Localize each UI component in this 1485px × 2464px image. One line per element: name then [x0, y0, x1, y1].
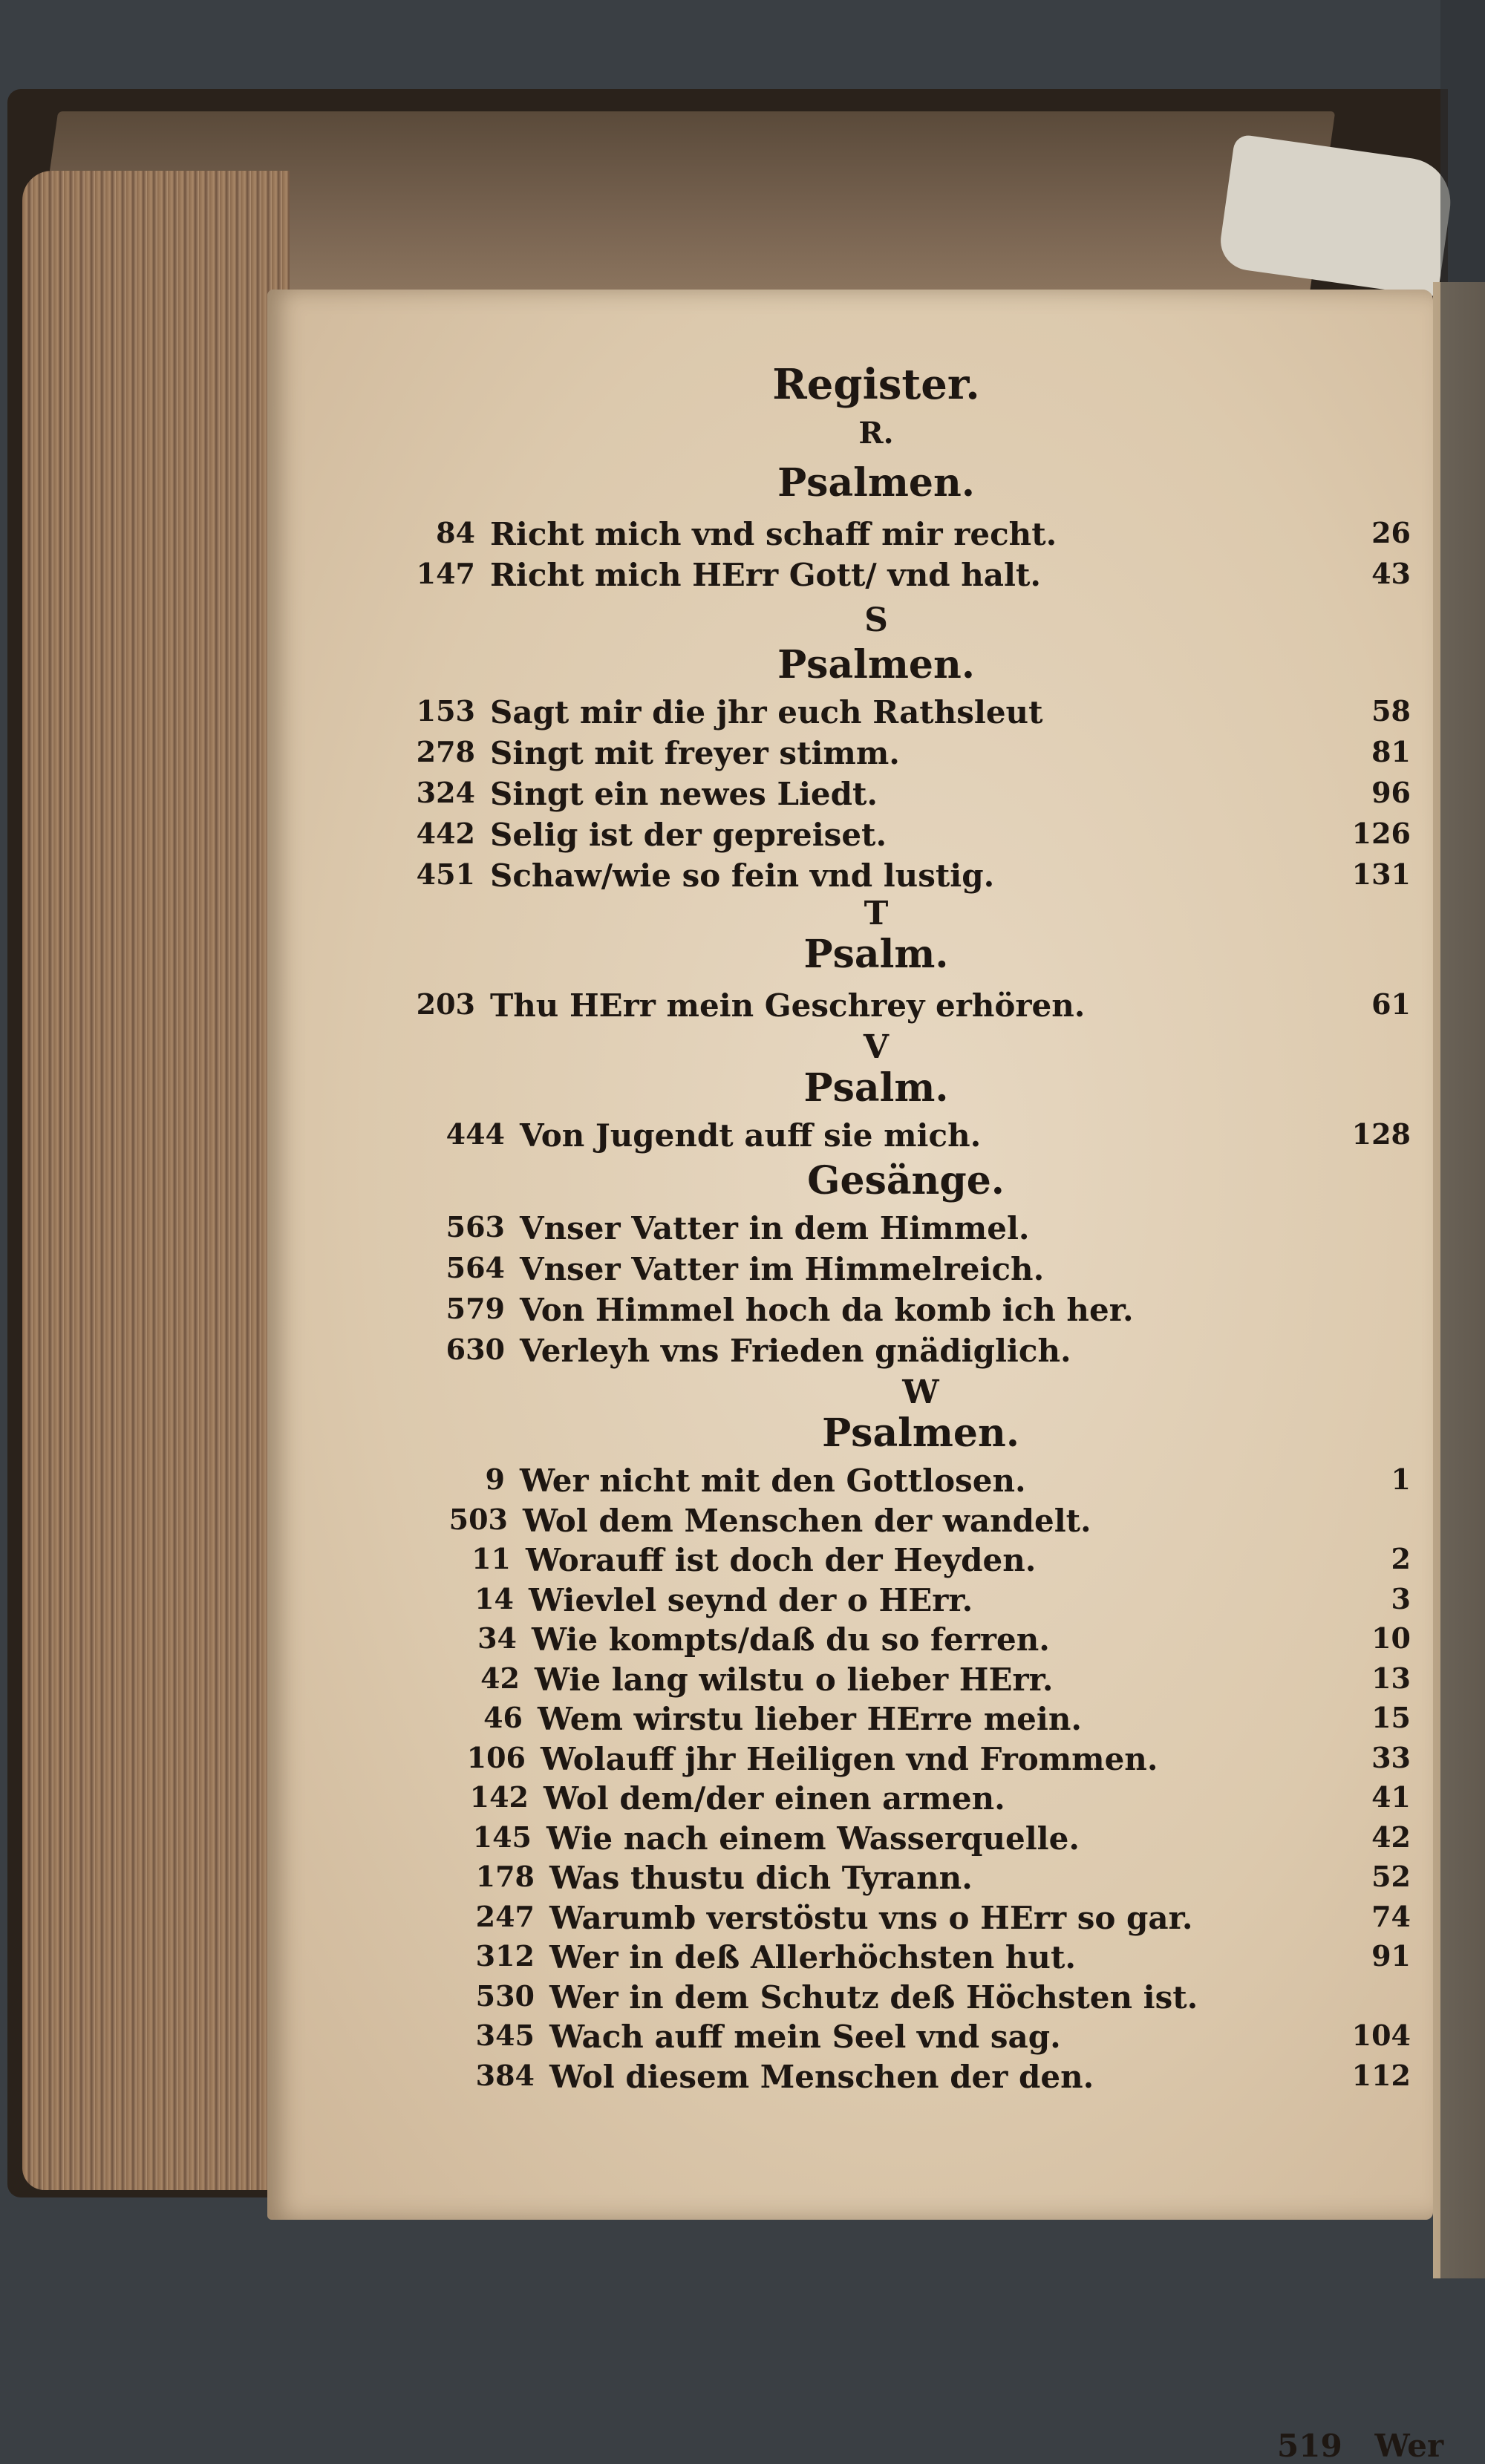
entry-title: Worauff ist doch der Heyden.: [526, 1542, 1037, 1578]
entry-title: Singt ein newes Liedt.: [490, 776, 878, 812]
psalm-number: 324: [416, 776, 475, 809]
list-item: [386, 516, 1440, 555]
psalm-number: 11: [471, 1542, 511, 1575]
psalm-number: 142: [469, 1780, 529, 1814]
entry-title: Wol dem Menschen der wandelt.: [523, 1502, 1091, 1539]
catchword-page: 519: [1277, 2428, 1342, 2464]
page-number: 26: [1371, 516, 1411, 549]
list-item: [386, 1503, 1440, 1541]
page-number: 61: [1371, 987, 1411, 1021]
list-item: [386, 1741, 1440, 1780]
page-number: 3: [1391, 1581, 1411, 1615]
entry-title: Richt mich HErr Gott/ vnd halt.: [490, 557, 1041, 593]
entry-title: Wie lang wilstu o lieber HErr.: [535, 1661, 1054, 1698]
section-letter: W: [902, 1373, 939, 1411]
list-item: [386, 1582, 1440, 1621]
section-subtitle: Gesänge.: [807, 1158, 1005, 1203]
page-fore-edge: [22, 171, 290, 2190]
entry-title: Wach auff mein Seel vnd sag.: [549, 2019, 1061, 2055]
section-letter: V: [863, 1028, 890, 1066]
psalm-number: 84: [436, 516, 475, 549]
list-item: [386, 1939, 1440, 1978]
entry-title: Wie kompts/daß du so ferren.: [532, 1621, 1050, 1658]
psalm-number: 178: [475, 1860, 535, 1893]
list-item: [386, 1542, 1440, 1581]
entry-title: Selig ist der gepreiset.: [490, 817, 887, 853]
list-item: [386, 1820, 1440, 1859]
psalm-number: 147: [416, 557, 475, 590]
page-number: 131: [1351, 857, 1411, 891]
section-subtitle: Psalm.: [803, 932, 949, 977]
list-item: [386, 694, 1440, 733]
section-subtitle: Psalmen.: [822, 1411, 1019, 1456]
psalm-number: 278: [416, 735, 475, 768]
list-item: [386, 2019, 1440, 2057]
list-item: [386, 987, 1440, 1026]
psalm-number: 384: [475, 2058, 535, 2092]
hymn-number: 564: [446, 1251, 505, 1284]
entry-title: Wer in dem Schutz deß Höchsten ist.: [549, 1978, 1198, 2016]
list-item: [386, 1333, 1440, 1371]
page-number: 74: [1371, 1899, 1411, 1933]
entry-title: Verleyh vns Frieden gnädiglich.: [520, 1333, 1071, 1369]
list-item: [386, 1463, 1440, 1501]
hymn-number: 563: [446, 1210, 505, 1244]
entry-title: Thu HErr mein Geschrey erhören.: [490, 987, 1086, 1024]
psalm-number: 153: [416, 694, 475, 728]
page-number: 52: [1371, 1860, 1411, 1893]
list-item: [386, 1860, 1440, 1898]
section-subtitle: Psalmen.: [777, 460, 975, 506]
list-item: [386, 817, 1440, 855]
psalm-number: 345: [475, 2019, 535, 2052]
psalm-number: 106: [466, 1740, 526, 1774]
entry-title: Von Himmel hoch da komb ich her.: [520, 1292, 1134, 1328]
list-item: [386, 1621, 1440, 1660]
entry-title: Schaw/wie so fein vnd lustig.: [490, 857, 995, 894]
section-subtitle: Psalmen.: [777, 642, 975, 687]
psalm-number: 42: [480, 1661, 520, 1695]
entry-title: Von Jugendt auff sie mich.: [520, 1117, 982, 1154]
entry-title: Wol dem/der einen armen.: [544, 1780, 1005, 1817]
psalm-number: 503: [448, 1502, 508, 1536]
entry-title: Wol diesem Menschen der den.: [549, 2058, 1094, 2095]
page-number: 96: [1371, 776, 1411, 809]
list-item: [386, 1210, 1440, 1249]
page-number: 81: [1371, 735, 1411, 768]
entry-title: Singt mit freyer stimm.: [490, 735, 900, 771]
entry-title: Vnser Vatter in dem Himmel.: [520, 1210, 1030, 1246]
list-item: [386, 1251, 1440, 1290]
entry-title: Wer nicht mit den Gottlosen.: [520, 1463, 1026, 1499]
psalm-number: 444: [446, 1117, 505, 1151]
list-item: [386, 776, 1440, 814]
psalm-number: 442: [416, 817, 475, 850]
entry-title: Sagt mir die jhr euch Rathsleut: [490, 694, 1043, 731]
entry-title: Richt mich vnd schaff mir recht.: [490, 516, 1057, 552]
background-strip: [1440, 0, 1485, 2278]
psalm-number: 34: [477, 1621, 517, 1655]
list-item: [386, 1292, 1440, 1330]
page-number: 13: [1371, 1661, 1411, 1695]
page-number: 112: [1351, 2058, 1411, 2092]
psalm-number: 203: [416, 987, 475, 1021]
psalm-number: 312: [475, 1939, 535, 1973]
entry-title: Vnser Vatter im Himmelreich.: [520, 1251, 1045, 1287]
psalm-number: 451: [416, 857, 475, 891]
page-number: 15: [1371, 1701, 1411, 1734]
list-item: [386, 1661, 1440, 1700]
psalm-number: 9: [485, 1463, 505, 1496]
catchword-text: Wer: [1374, 2428, 1444, 2464]
entry-title: Wolauff jhr Heiligen vnd Frommen.: [541, 1740, 1158, 1777]
section-letter: S: [864, 601, 888, 639]
section-letter: T: [864, 895, 889, 932]
list-item: [386, 1780, 1440, 1819]
section-letter: R.: [858, 416, 894, 451]
page-number: 58: [1371, 694, 1411, 728]
list-item: [386, 1701, 1440, 1739]
page-number: 128: [1351, 1117, 1411, 1151]
page-number: 1: [1391, 1463, 1411, 1496]
list-item: [386, 1117, 1440, 1156]
entry-title: Warumb verstöstu vns o HErr so gar.: [549, 1899, 1193, 1936]
page-number: 43: [1371, 557, 1411, 590]
page-number: 91: [1371, 1939, 1411, 1973]
catchword: [1277, 2428, 1443, 2464]
page-number: 104: [1351, 2019, 1411, 2052]
psalm-number: 46: [483, 1701, 523, 1734]
page-number: 41: [1371, 1780, 1411, 1814]
running-head: Register.: [772, 360, 980, 409]
page-number: 33: [1371, 1740, 1411, 1774]
psalm-number: 530: [475, 1978, 535, 2013]
list-item: [386, 857, 1440, 896]
entry-title: Wie nach einem Wasserquelle.: [546, 1820, 1080, 1857]
hymn-number: 630: [446, 1333, 505, 1366]
hymn-number: 579: [446, 1292, 505, 1325]
list-item: [386, 1979, 1440, 2018]
list-item: [386, 2059, 1440, 2097]
page-number: 42: [1371, 1820, 1411, 1854]
list-item: [386, 557, 1440, 595]
psalm-number: 14: [474, 1581, 514, 1615]
list-item: [386, 1900, 1440, 1938]
entry-title: Was thustu dich Tyrann.: [549, 1860, 973, 1896]
page-number: 126: [1351, 817, 1411, 850]
list-item: [386, 735, 1440, 774]
entry-title: Wem wirstu lieber HErre mein.: [538, 1701, 1083, 1737]
section-subtitle: Psalm.: [803, 1065, 949, 1111]
psalm-number: 247: [475, 1899, 535, 1933]
entry-title: Wer in deß Allerhöchsten hut.: [549, 1939, 1076, 1976]
entry-title: Wievlel seynd der o HErr.: [529, 1581, 973, 1618]
page-number: 10: [1371, 1621, 1411, 1655]
psalm-number: 145: [472, 1820, 532, 1854]
page-number: 2: [1391, 1542, 1411, 1575]
